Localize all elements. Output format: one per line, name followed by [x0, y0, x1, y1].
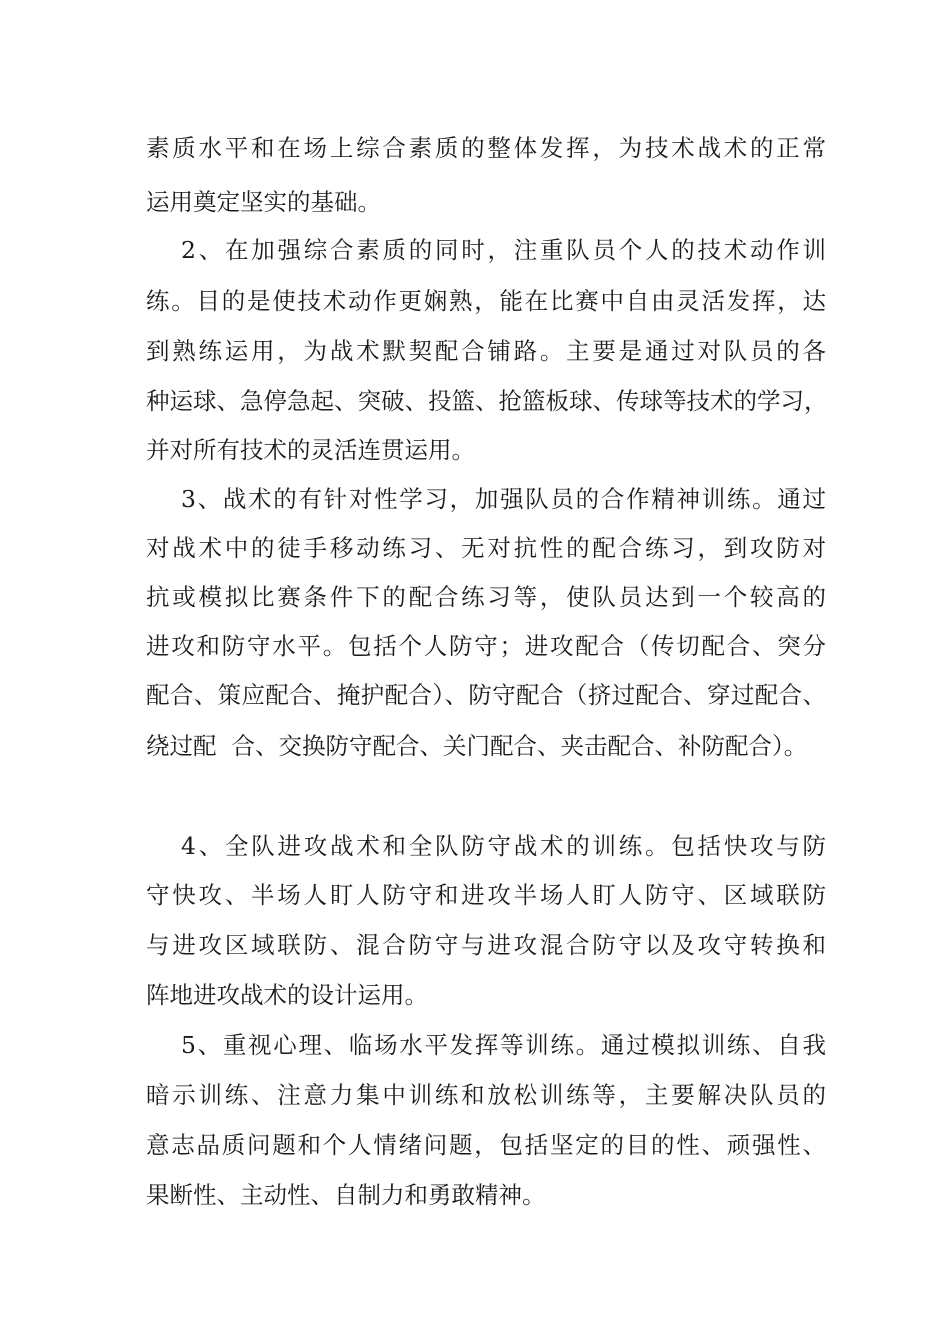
text-line: 对战术中的徒手移动练习、无对抗性的配合练习，到攻防对	[146, 534, 826, 562]
text-line: 并对所有技术的灵活连贯运用。	[146, 436, 475, 464]
text-line: 进攻和防守水平。包括个人防守；进攻配合（传切配合、突分	[146, 632, 826, 660]
text-line: 绕过配 合、交换防守配合、关门配合、夹击配合、补防配合）。	[146, 732, 808, 760]
text-line: 4、全队进攻战术和全队防守战术的训练。包括快攻与防	[181, 832, 826, 860]
text-line: 阵地进攻战术的设计运用。	[146, 981, 428, 1009]
text-line: 配合、策应配合、掩护配合）、防守配合（挤过配合、穿过配合、	[146, 681, 826, 709]
text-line: 种运球、急停急起、突破、投篮、抢篮板球、传球等技术的学习，	[146, 387, 828, 415]
text-line: 素质水平和在场上综合素质的整体发挥，为技术战术的正常	[146, 134, 826, 162]
text-line: 与进攻区域联防、混合防守与进攻混合防守以及攻守转换和	[146, 931, 826, 959]
text-line: 意志品质问题和个人情绪问题，包括坚定的目的性、顽强性、	[146, 1131, 826, 1159]
text-line: 2、在加强综合素质的同时，注重队员个人的技术动作训	[181, 236, 826, 264]
text-line: 果断性、主动性、自制力和勇敢精神。	[146, 1181, 546, 1209]
text-line: 3、战术的有针对性学习，加强队员的合作精神训练。通过	[181, 485, 826, 513]
text-line: 守快攻、半场人盯人防守和进攻半场人盯人防守、区域联防	[146, 881, 826, 909]
text-line: 到熟练运用，为战术默契配合铺路。主要是通过对队员的各	[146, 337, 826, 365]
text-line: 抗或模拟比赛条件下的配合练习等，使队员达到一个较高的	[146, 583, 826, 611]
text-line: 运用奠定坚实的基础。	[146, 188, 381, 216]
text-line: 5、重视心理、临场水平发挥等训练。通过模拟训练、自我	[181, 1031, 826, 1059]
text-line: 练。目的是使技术动作更娴熟，能在比赛中自由灵活发挥，达	[146, 287, 826, 315]
text-line: 暗示训练、注意力集中训练和放松训练等，主要解决队员的	[146, 1081, 826, 1109]
